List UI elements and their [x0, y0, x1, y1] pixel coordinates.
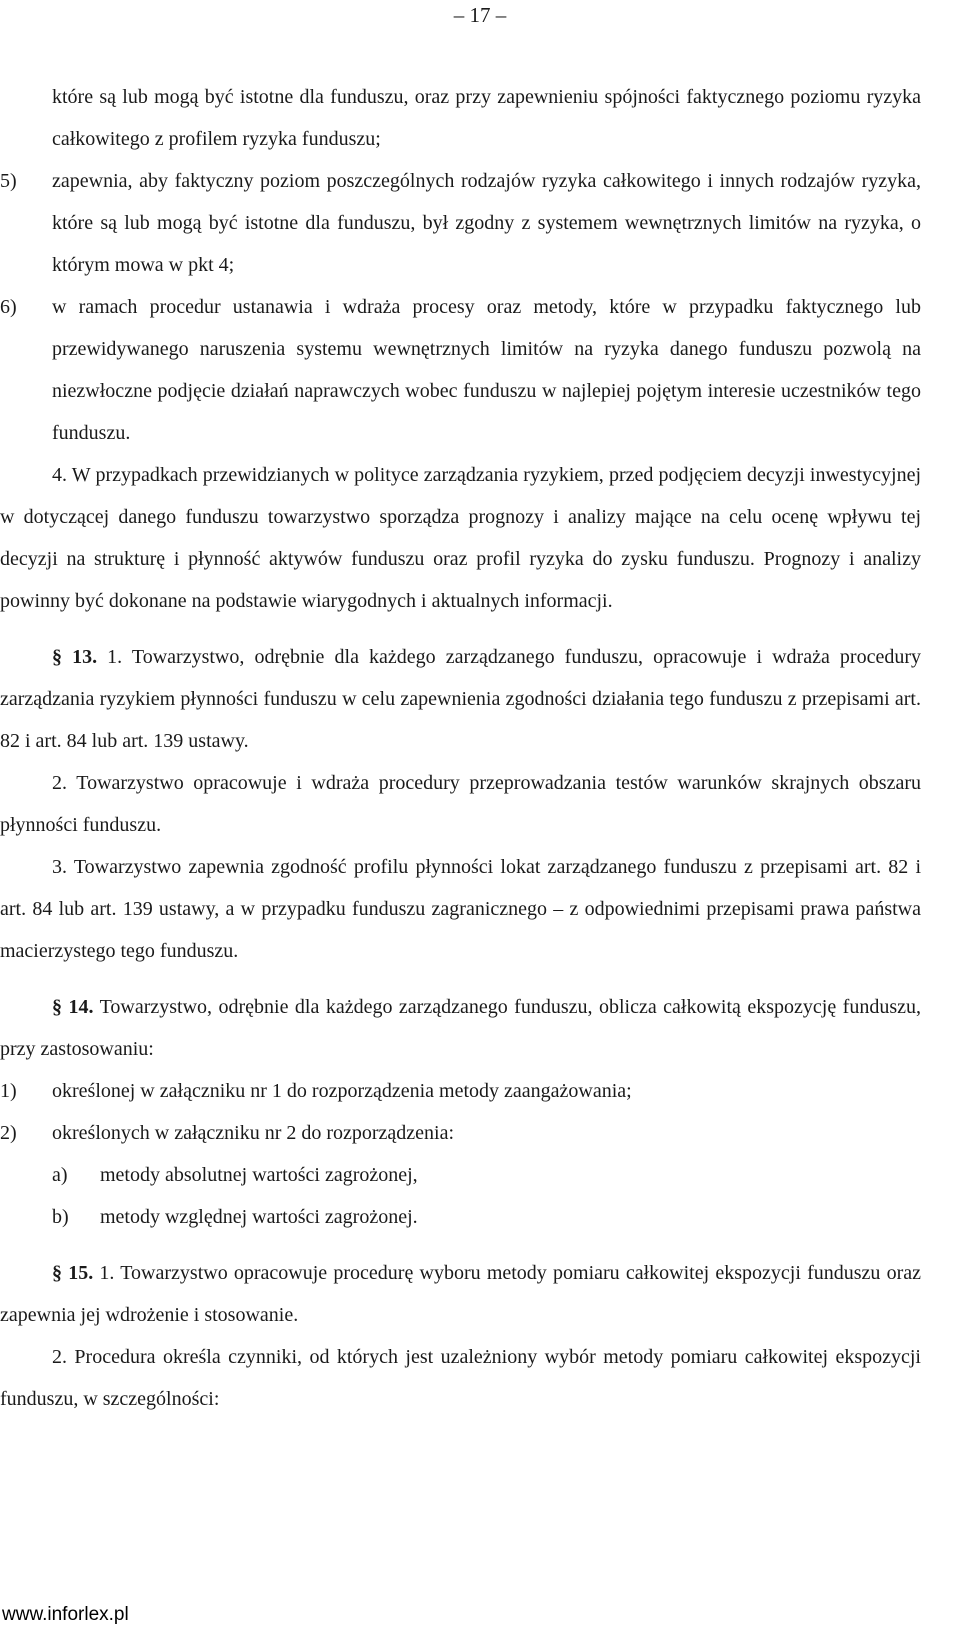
- section-13-paragraph-3: 3. Towarzystwo zapewnia zgodność profilu płynności lokat zarządzanego funduszu z przepisami art. 82 i art. 84 lub art. 139 ustawy, a w przypadku funduszu zagranicznego – z odpowiednimi przepisami prawa państwa macierzystego tego funduszu.: [0, 856, 921, 962]
- section-14-paragraph: [0, 986, 921, 1070]
- sub-item-letter: a): [52, 1164, 68, 1186]
- list-item-text: określonych w załączniku nr 2 do rozporządzenia:: [52, 1122, 455, 1144]
- section-14-item-2: [0, 1112, 921, 1154]
- list-item-text: w ramach procedur ustanawia i wdraża procesy oraz metody, które w przypadku faktycznego lub przewidywanego naruszenia systemu wewnętrznych limitów na ryzyka danego funduszu pozwolą na niezwłoczne podjęcie działań naprawczych wobec funduszu w najlepiej pojętym interesie uczestników tego funduszu.: [52, 296, 921, 444]
- section-14-subitem-a: [0, 1154, 921, 1196]
- section-14-subitem-b: [0, 1196, 921, 1238]
- list-item-text: zapewnia, aby faktyczny poziom poszczególnych rodzajów ryzyka całkowitego i innych rodzajów ryzyka, które są lub mogą być istotne dla funduszu, był zgodny z systemem wewnętrznych limitów na ryzyka, o którym mowa w pkt 4;: [52, 170, 921, 276]
- section-14-heading: § 14.: [52, 996, 94, 1018]
- list-item-number: 1): [0, 1080, 17, 1102]
- paragraph-continuation: które są lub mogą być istotne dla funduszu, oraz przy zapewnieniu spójności faktycznego poziomu ryzyka całkowitego z profilem ryzyka funduszu;: [52, 86, 921, 150]
- footer-url: www.inforlex.pl: [2, 1604, 129, 1625]
- section-14-text: Towarzystwo, odrębnie dla każdego zarządzanego funduszu, oblicza całkowitą ekspozycję funduszu, przy zastosowaniu:: [0, 996, 921, 1060]
- page-number: – 17 –: [453, 3, 507, 27]
- list-item-number: 5): [0, 170, 17, 192]
- section-15-text: 1. Towarzystwo opracowuje procedurę wyboru metody pomiaru całkowitej ekspozycji funduszu oraz zapewnia jej wdrożenie i stosowanie.: [0, 1262, 921, 1326]
- paragraph-4: 4. W przypadkach przewidzianych w polityce zarządzania ryzykiem, przed podjęciem decyzji inwestycyjnej w dotyczącej danego funduszu towarzystwo sporządza prognozy i analizy mające na celu ocenę wpływu tej decyzji na strukturę i płynność aktywów funduszu oraz profil ryzyka do zysku funduszu. Prognozy i analizy powinny być dokonane na podstawie wiarygodnych i aktualnych informacji.: [0, 464, 921, 612]
- list-item-number: 2): [0, 1122, 17, 1144]
- sub-item-text: metody absolutnej wartości zagrożonej,: [100, 1164, 418, 1186]
- list-item-6: [0, 286, 921, 454]
- sub-item-letter: b): [52, 1206, 69, 1228]
- section-13-paragraph-2: 2. Towarzystwo opracowuje i wdraża procedury przeprowadzania testów warunków skrajnych obszaru płynności funduszu.: [0, 772, 921, 836]
- list-item-text: określonej w załączniku nr 1 do rozporządzenia metody zaangażowania;: [52, 1080, 632, 1102]
- list-item-5: [0, 160, 921, 286]
- document-body: [0, 76, 921, 1420]
- sub-item-text: metody względnej wartości zagrożonej.: [100, 1206, 418, 1228]
- section-14-item-1: [0, 1070, 921, 1112]
- section-13-paragraph-1: [0, 636, 921, 762]
- list-item-number: 6): [0, 296, 17, 318]
- section-15-paragraph-1: [0, 1252, 921, 1336]
- section-15-paragraph-2: 2. Procedura określa czynniki, od których jest uzależniony wybór metody pomiaru całkowitej ekspozycji funduszu, w szczególności:: [0, 1346, 921, 1410]
- section-13-heading: § 13.: [52, 646, 98, 668]
- section-13-text: 1. Towarzystwo, odrębnie dla każdego zarządzanego funduszu, opracowuje i wdraża procedury zarządzania ryzykiem płynności funduszu w celu zapewnienia zgodności działania tego funduszu z przepisami art. 82 i art. 84 lub art. 139 ustawy.: [0, 646, 921, 752]
- section-15-heading: § 15.: [52, 1262, 94, 1284]
